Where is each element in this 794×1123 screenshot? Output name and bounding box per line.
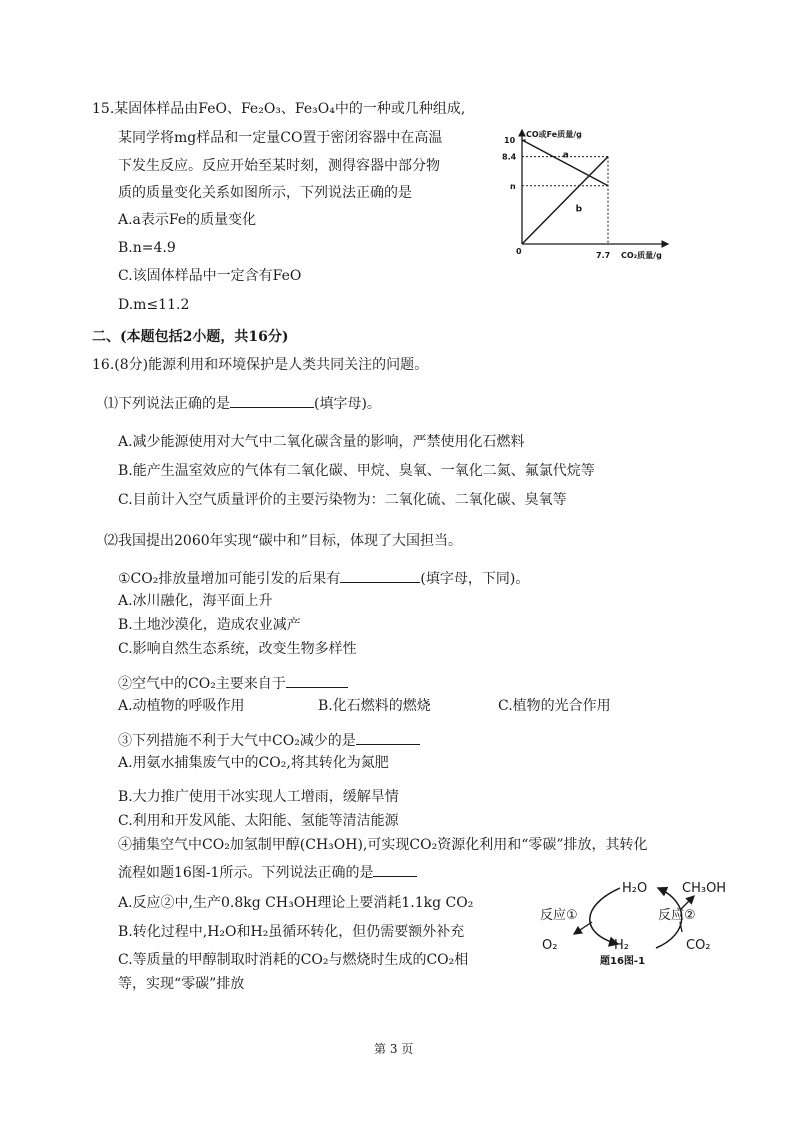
q15-option-a: A.a表示Fe的质量变化 [118,212,257,228]
q16-sub4-text: 流程如题16图-1所示。下列说法正确的是 [118,865,374,881]
q15-option-b: B.n=4.9 [118,240,176,256]
q16-sub3-option-b: B.大力推广使用干冰实现人工增雨，缓解旱情 [118,789,399,805]
series-a-label: a [562,150,569,161]
reaction-1-o2-arrow [574,922,592,934]
q16-sub3-option-c: C.利用和开发风能、太阳能、氢能等清洁能源 [118,813,399,829]
q16-part1-hint: (填字母)。 [314,396,381,412]
reaction-1-label: 反应① [540,908,578,923]
reaction-1-arrow [590,888,620,944]
x-axis-label: CO₂质量/g [621,251,662,260]
q16-sub2-option-c: C.植物的光合作用 [498,698,611,714]
q16-sub4-option-c-line-2: 等，实现“零碳”排放 [118,976,245,992]
q16-sub1-option-a: A.冰川融化，海平面上升 [118,593,273,609]
q16-sub4-line-1: ④捕集空气中CO₂加氢制甲醇(CH₃OH),可实现CO₂资源化利用和“零碳”排放，其转化 [118,837,648,853]
series-a-line [522,140,608,186]
figure-16-1-cycle-diagram [534,870,744,966]
q16-sub3-text: ③下列措施不利于大气中CO₂减少的是 [118,733,356,749]
q16-part1-option-b: B.能产生温室效应的气体有二氧化碳、甲烷、臭氧、一氧化二氮、氟氯代烷等 [118,463,595,479]
origin-label: 0 [516,247,522,256]
q16-sub1-hint: (填字母，下同)。 [420,571,530,587]
q16-sub2-stem [118,673,348,693]
q16-sub4-option-c-line-1: C.等质量的甲醇制取时消耗的CO₂与燃烧时生成的CO₂相 [118,952,469,968]
answer-blank[interactable] [356,730,420,745]
reaction-2-label: 反应② [658,908,696,923]
y-axis-label: CO或Fe质量/g [526,130,582,139]
q16-sub2-text: ②空气中的CO₂主要来自于 [118,676,286,692]
q16-part1-text: ⑴下列说法正确的是 [104,396,230,412]
q16-part1-stem [104,393,381,413]
ch3oh-label: CH₃OH [682,881,727,896]
q16-sub4-option-b: B.转化过程中,H₂O和H₂虽循环转化，但仍需要额外补充 [118,924,465,940]
q16-sub2-option-b: B.化石燃料的燃烧 [318,698,431,714]
q16-sub3-stem [118,730,420,750]
q16-sub4-line-2 [118,862,417,882]
q16-sub1-option-b: B.土地沙漠化，造成农业减产 [118,617,301,633]
q15-line-2: 某同学将mg样品和一定量CO置于密闭容器中在高温 [118,130,443,146]
q16-sub1-text: ①CO₂排放量增加可能引发的后果有 [118,571,341,587]
q16-part1-option-a: A.减少能源使用对大气中二氧化碳含量的影响，严禁使用化石燃料 [118,434,525,450]
answer-blank[interactable] [286,673,348,688]
q16-heading: 16.(8分)能源利用和环境保护是人类共同关注的问题。 [92,357,429,373]
q15-mass-chart [500,124,685,264]
series-b-line [522,157,608,244]
answer-blank[interactable] [340,568,420,583]
q16-sub1-stem [118,568,529,588]
q16-sub1-option-c: C.影响自然生态系统，改变生物多样性 [118,641,357,657]
x-tick-label: 7.7 [596,251,611,260]
q16-sub3-option-a: A.用氨水捕集废气中的CO₂,将其转化为氮肥 [118,755,389,771]
series-b-label: b [575,204,583,215]
y-tick-label: 8.4 [502,152,517,162]
h2-label: H₂ [614,938,629,953]
page-number: 第 3 页 [374,1042,414,1056]
figure-caption: 题16图-1 [600,956,646,966]
q15-line-3: 下发生反应。反应开始至某时刻，测得容器中部分物 [118,158,440,174]
section-heading: 二、(本题包括2小题，共16分) [92,329,289,345]
q15-line-4: 质的质量变化关系如图所示，下列说法正确的是 [118,185,412,201]
q16-sub4-option-a: A.反应②中,生产0.8kg CH₃OH理论上要消耗1.1kg CO₂ [118,895,474,911]
y-tick-label: n [510,181,516,191]
answer-blank[interactable] [230,393,314,408]
q16-sub2-option-a: A.动植物的呼吸作用 [118,698,245,714]
q15-line-1: 15.某固体样品由FeO、Fe₂O₃、Fe₃O₄中的一种或几种组成, [92,101,466,117]
q15-option-d: D.m≤11.2 [118,297,190,313]
q15-option-c: C.该固体样品中一定含有FeO [118,268,302,284]
answer-blank[interactable] [373,862,417,877]
q16-part2-stem: ⑵我国提出2060年实现“碳中和”目标，体现了大国担当。 [104,533,462,549]
h2o-label: H₂O [622,881,648,896]
o2-label: O₂ [542,938,558,953]
q16-part1-option-c: C.目前计入空气质量评价的主要污染物为：二氧化硫、二氧化碳、臭氧等 [118,492,567,508]
co2-label: CO₂ [686,938,711,953]
y-tick-label: 10 [504,136,516,145]
